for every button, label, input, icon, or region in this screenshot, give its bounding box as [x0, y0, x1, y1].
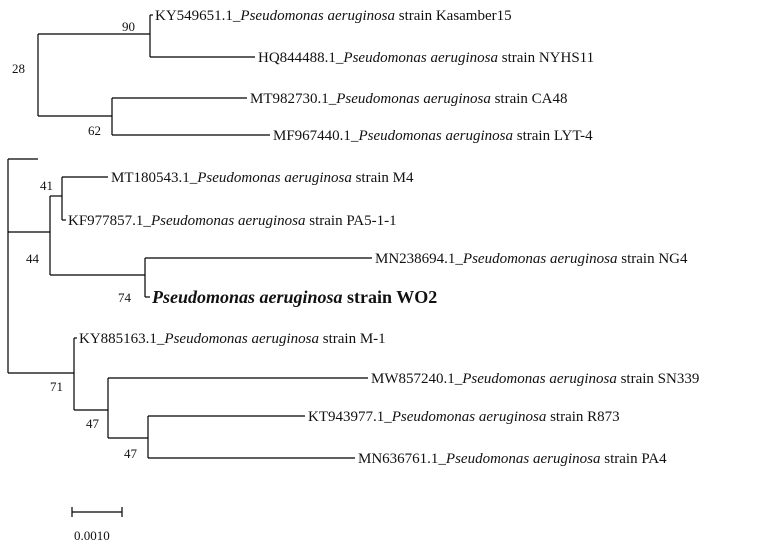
bootstrap-value: 44 [26, 251, 39, 266]
bootstrap-value: 47 [124, 446, 137, 461]
bootstrap-value: 90 [122, 19, 135, 34]
leaf-label: KT943977.1_Pseudomonas aeruginosa strain R873 [308, 409, 620, 425]
leaf-label: KY549651.1_Pseudomonas aeruginosa strain Kasamber15 [155, 8, 512, 24]
scale-bar-label: 0.0010 [74, 528, 110, 543]
bootstrap-value: 62 [88, 123, 101, 138]
leaf-label: MT982730.1_Pseudomonas aeruginosa strain CA48 [250, 91, 568, 107]
bootstrap-value: 47 [86, 416, 99, 431]
bootstrap-value: 28 [12, 61, 25, 76]
leaf-label: MT180543.1_Pseudomonas aeruginosa strain M4 [111, 170, 414, 186]
leaf-label: MN636761.1_Pseudomonas aeruginosa strain PA4 [358, 451, 667, 467]
leaf-label: HQ844488.1_Pseudomonas aeruginosa strain NYHS11 [258, 50, 595, 66]
leaf-label: MF967440.1_Pseudomonas aeruginosa strain LYT-4 [273, 128, 593, 144]
scale-bar [72, 507, 122, 543]
leaf-labels [68, 8, 699, 467]
bootstrap-value: 74 [118, 290, 131, 305]
leaf-label: MN238694.1_Pseudomonas aeruginosa strain NG4 [375, 251, 688, 267]
bootstrap-value: 41 [40, 178, 53, 193]
leaf-label-highlighted: Pseudomonas aeruginosa strain WO2 [152, 287, 438, 307]
leaf-label: KY885163.1_Pseudomonas aeruginosa strain M-1 [79, 331, 386, 347]
bootstrap-value: 71 [50, 379, 63, 394]
leaf-label: KF977857.1_Pseudomonas aeruginosa strain PA5-1-1 [68, 213, 397, 229]
leaf-label: MW857240.1_Pseudomonas aeruginosa strain SN339 [371, 371, 700, 387]
bootstrap-values [12, 19, 138, 461]
